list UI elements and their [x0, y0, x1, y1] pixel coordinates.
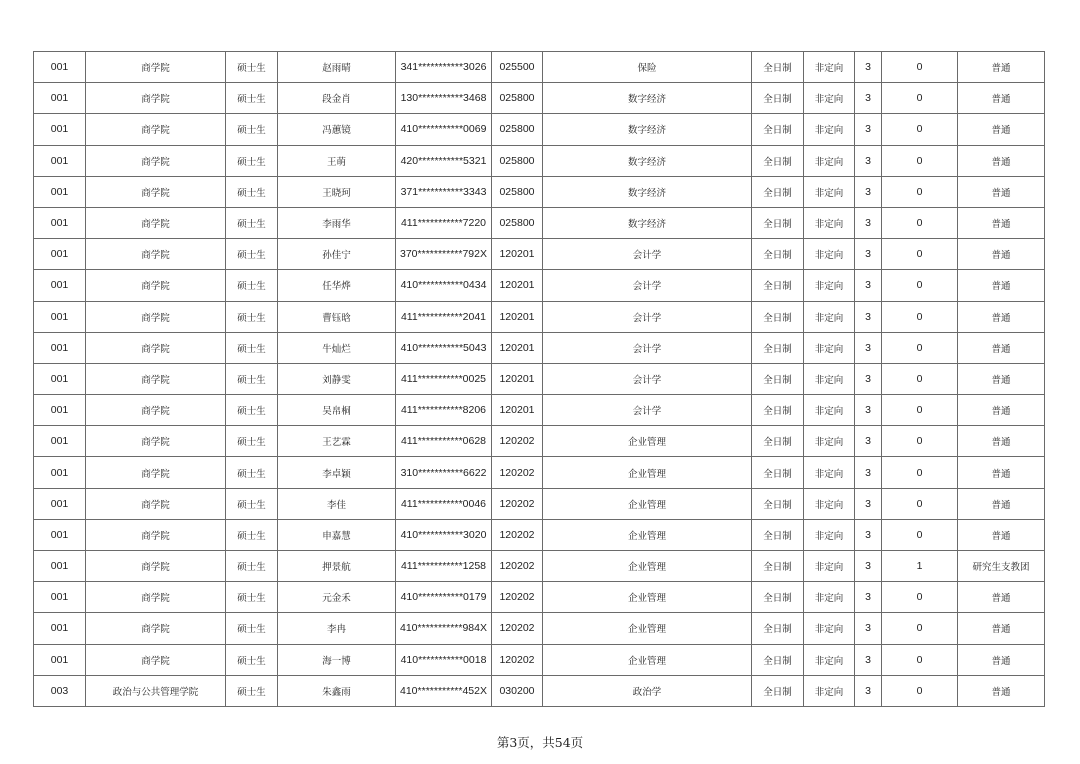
- orientation-cell: 非定向: [804, 613, 855, 644]
- id-number-cell: 410***********452X: [396, 675, 492, 706]
- college-cell: 商学院: [86, 644, 226, 675]
- table-row: [34, 114, 1045, 145]
- degree-level-cell: 硕士生: [226, 270, 278, 301]
- college-cell: 商学院: [86, 52, 226, 83]
- study-mode-cell: 全日制: [752, 332, 804, 363]
- study-mode-cell: 全日制: [752, 613, 804, 644]
- student-name-cell: 王晓珂: [278, 176, 396, 207]
- flag-cell: 0: [882, 644, 958, 675]
- flag-cell: 0: [882, 675, 958, 706]
- category-cell: 普通: [958, 363, 1045, 394]
- student-name-cell: 李卓颖: [278, 457, 396, 488]
- student-name-cell: 冯蕙镜: [278, 114, 396, 145]
- degree-level-cell: 硕士生: [226, 519, 278, 550]
- study-mode-cell: 全日制: [752, 675, 804, 706]
- major-name-cell: 会计学: [543, 395, 752, 426]
- major-name-cell: 数字经济: [543, 83, 752, 114]
- degree-level-cell: 硕士生: [226, 644, 278, 675]
- unit-code-cell: 001: [34, 145, 86, 176]
- major-name-cell: 企业管理: [543, 519, 752, 550]
- study-mode-cell: 全日制: [752, 519, 804, 550]
- orientation-cell: 非定向: [804, 114, 855, 145]
- study-mode-cell: 全日制: [752, 582, 804, 613]
- major-code-cell: 120202: [492, 426, 543, 457]
- duration-cell: 3: [855, 332, 882, 363]
- table-row: [34, 363, 1045, 394]
- orientation-cell: 非定向: [804, 488, 855, 519]
- student-name-cell: 海一博: [278, 644, 396, 675]
- major-name-cell: 数字经济: [543, 207, 752, 238]
- unit-code-cell: 001: [34, 239, 86, 270]
- college-cell: 商学院: [86, 83, 226, 114]
- major-code-cell: 120202: [492, 488, 543, 519]
- orientation-cell: 非定向: [804, 176, 855, 207]
- duration-cell: 3: [855, 551, 882, 582]
- duration-cell: 3: [855, 207, 882, 238]
- major-name-cell: 数字经济: [543, 145, 752, 176]
- flag-cell: 0: [882, 582, 958, 613]
- college-cell: 商学院: [86, 207, 226, 238]
- table-row: [34, 551, 1045, 582]
- duration-cell: 3: [855, 83, 882, 114]
- degree-level-cell: 硕士生: [226, 239, 278, 270]
- study-mode-cell: 全日制: [752, 83, 804, 114]
- category-cell: 研究生支教团: [958, 551, 1045, 582]
- college-cell: 商学院: [86, 582, 226, 613]
- major-name-cell: 会计学: [543, 363, 752, 394]
- orientation-cell: 非定向: [804, 395, 855, 426]
- student-name-cell: 李雨华: [278, 207, 396, 238]
- major-name-cell: 企业管理: [543, 644, 752, 675]
- category-cell: 普通: [958, 270, 1045, 301]
- major-code-cell: 025800: [492, 114, 543, 145]
- student-name-cell: 赵雨晴: [278, 52, 396, 83]
- duration-cell: 3: [855, 644, 882, 675]
- id-number-cell: 420***********5321: [396, 145, 492, 176]
- duration-cell: 3: [855, 176, 882, 207]
- major-code-cell: 025800: [492, 145, 543, 176]
- study-mode-cell: 全日制: [752, 239, 804, 270]
- orientation-cell: 非定向: [804, 457, 855, 488]
- student-name-cell: 段金肖: [278, 83, 396, 114]
- orientation-cell: 非定向: [804, 83, 855, 114]
- degree-level-cell: 硕士生: [226, 675, 278, 706]
- unit-code-cell: 001: [34, 207, 86, 238]
- student-name-cell: 李佳: [278, 488, 396, 519]
- study-mode-cell: 全日制: [752, 363, 804, 394]
- id-number-cell: 410***********5043: [396, 332, 492, 363]
- major-code-cell: 120201: [492, 395, 543, 426]
- major-code-cell: 120202: [492, 644, 543, 675]
- id-number-cell: 411***********0046: [396, 488, 492, 519]
- college-cell: 商学院: [86, 426, 226, 457]
- unit-code-cell: 001: [34, 332, 86, 363]
- student-name-cell: 牛灿烂: [278, 332, 396, 363]
- orientation-cell: 非定向: [804, 301, 855, 332]
- id-number-cell: 411***********7220: [396, 207, 492, 238]
- duration-cell: 3: [855, 457, 882, 488]
- flag-cell: 0: [882, 114, 958, 145]
- degree-level-cell: 硕士生: [226, 613, 278, 644]
- table-row: [34, 83, 1045, 114]
- college-cell: 商学院: [86, 519, 226, 550]
- study-mode-cell: 全日制: [752, 52, 804, 83]
- student-name-cell: 孙佳宁: [278, 239, 396, 270]
- college-cell: 商学院: [86, 457, 226, 488]
- table-row: [34, 52, 1045, 83]
- table-row: [34, 457, 1045, 488]
- category-cell: 普通: [958, 301, 1045, 332]
- orientation-cell: 非定向: [804, 145, 855, 176]
- unit-code-cell: 001: [34, 301, 86, 332]
- orientation-cell: 非定向: [804, 270, 855, 301]
- id-number-cell: 410***********0434: [396, 270, 492, 301]
- major-name-cell: 保险: [543, 52, 752, 83]
- orientation-cell: 非定向: [804, 239, 855, 270]
- unit-code-cell: 001: [34, 488, 86, 519]
- major-name-cell: 会计学: [543, 301, 752, 332]
- duration-cell: 3: [855, 675, 882, 706]
- major-name-cell: 企业管理: [543, 613, 752, 644]
- study-mode-cell: 全日制: [752, 145, 804, 176]
- college-cell: 政治与公共管理学院: [86, 675, 226, 706]
- table-row: [34, 519, 1045, 550]
- category-cell: 普通: [958, 395, 1045, 426]
- unit-code-cell: 001: [34, 363, 86, 394]
- flag-cell: 0: [882, 488, 958, 519]
- unit-code-cell: 003: [34, 675, 86, 706]
- category-cell: 普通: [958, 114, 1045, 145]
- student-name-cell: 曹钰晗: [278, 301, 396, 332]
- duration-cell: 3: [855, 613, 882, 644]
- duration-cell: 3: [855, 395, 882, 426]
- major-code-cell: 025800: [492, 176, 543, 207]
- study-mode-cell: 全日制: [752, 426, 804, 457]
- college-cell: 商学院: [86, 270, 226, 301]
- category-cell: 普通: [958, 582, 1045, 613]
- student-name-cell: 吴帛桐: [278, 395, 396, 426]
- study-mode-cell: 全日制: [752, 551, 804, 582]
- orientation-cell: 非定向: [804, 519, 855, 550]
- orientation-cell: 非定向: [804, 582, 855, 613]
- flag-cell: 0: [882, 395, 958, 426]
- table-row: [34, 270, 1045, 301]
- major-code-cell: 120202: [492, 613, 543, 644]
- major-name-cell: 数字经济: [543, 176, 752, 207]
- flag-cell: 0: [882, 145, 958, 176]
- major-code-cell: 120202: [492, 551, 543, 582]
- flag-cell: 0: [882, 207, 958, 238]
- major-name-cell: 企业管理: [543, 551, 752, 582]
- major-code-cell: 120201: [492, 239, 543, 270]
- category-cell: 普通: [958, 83, 1045, 114]
- student-name-cell: 押景航: [278, 551, 396, 582]
- table-row: [34, 301, 1045, 332]
- id-number-cell: 411***********0025: [396, 363, 492, 394]
- student-name-cell: 王萌: [278, 145, 396, 176]
- table-row: [34, 582, 1045, 613]
- id-number-cell: 410***********0018: [396, 644, 492, 675]
- unit-code-cell: 001: [34, 83, 86, 114]
- table-row: [34, 332, 1045, 363]
- id-number-cell: 370***********792X: [396, 239, 492, 270]
- major-name-cell: 企业管理: [543, 488, 752, 519]
- orientation-cell: 非定向: [804, 551, 855, 582]
- admission-list-table: [33, 51, 1045, 707]
- id-number-cell: 411***********8206: [396, 395, 492, 426]
- flag-cell: 0: [882, 83, 958, 114]
- table-row: [34, 675, 1045, 706]
- category-cell: 普通: [958, 332, 1045, 363]
- orientation-cell: 非定向: [804, 332, 855, 363]
- major-name-cell: 企业管理: [543, 582, 752, 613]
- table-row: [34, 644, 1045, 675]
- degree-level-cell: 硕士生: [226, 176, 278, 207]
- degree-level-cell: 硕士生: [226, 332, 278, 363]
- study-mode-cell: 全日制: [752, 270, 804, 301]
- orientation-cell: 非定向: [804, 426, 855, 457]
- category-cell: 普通: [958, 675, 1045, 706]
- id-number-cell: 410***********3020: [396, 519, 492, 550]
- category-cell: 普通: [958, 145, 1045, 176]
- unit-code-cell: 001: [34, 176, 86, 207]
- major-code-cell: 025800: [492, 83, 543, 114]
- category-cell: 普通: [958, 644, 1045, 675]
- degree-level-cell: 硕士生: [226, 207, 278, 238]
- category-cell: 普通: [958, 488, 1045, 519]
- flag-cell: 0: [882, 52, 958, 83]
- degree-level-cell: 硕士生: [226, 551, 278, 582]
- college-cell: 商学院: [86, 239, 226, 270]
- unit-code-cell: 001: [34, 52, 86, 83]
- flag-cell: 0: [882, 239, 958, 270]
- college-cell: 商学院: [86, 176, 226, 207]
- degree-level-cell: 硕士生: [226, 301, 278, 332]
- student-name-cell: 申嘉慧: [278, 519, 396, 550]
- table-row: [34, 488, 1045, 519]
- table-row: [34, 145, 1045, 176]
- study-mode-cell: 全日制: [752, 395, 804, 426]
- id-number-cell: 410***********0179: [396, 582, 492, 613]
- id-number-cell: 410***********0069: [396, 114, 492, 145]
- college-cell: 商学院: [86, 363, 226, 394]
- college-cell: 商学院: [86, 613, 226, 644]
- major-code-cell: 120201: [492, 270, 543, 301]
- page-number: 第3页，共54页: [496, 735, 584, 750]
- flag-cell: 1: [882, 551, 958, 582]
- unit-code-cell: 001: [34, 395, 86, 426]
- unit-code-cell: 001: [34, 114, 86, 145]
- college-cell: 商学院: [86, 332, 226, 363]
- id-number-cell: 411***********1258: [396, 551, 492, 582]
- degree-level-cell: 硕士生: [226, 145, 278, 176]
- student-name-cell: 元金禾: [278, 582, 396, 613]
- category-cell: 普通: [958, 207, 1045, 238]
- unit-code-cell: 001: [34, 551, 86, 582]
- table-body: [34, 52, 1045, 707]
- table-row: [34, 239, 1045, 270]
- major-name-cell: 企业管理: [543, 457, 752, 488]
- college-cell: 商学院: [86, 301, 226, 332]
- duration-cell: 3: [855, 301, 882, 332]
- orientation-cell: 非定向: [804, 207, 855, 238]
- major-code-cell: 120201: [492, 363, 543, 394]
- flag-cell: 0: [882, 426, 958, 457]
- id-number-cell: 410***********984X: [396, 613, 492, 644]
- unit-code-cell: 001: [34, 270, 86, 301]
- flag-cell: 0: [882, 176, 958, 207]
- orientation-cell: 非定向: [804, 675, 855, 706]
- college-cell: 商学院: [86, 114, 226, 145]
- degree-level-cell: 硕士生: [226, 426, 278, 457]
- major-name-cell: 会计学: [543, 332, 752, 363]
- unit-code-cell: 001: [34, 582, 86, 613]
- unit-code-cell: 001: [34, 613, 86, 644]
- category-cell: 普通: [958, 52, 1045, 83]
- unit-code-cell: 001: [34, 519, 86, 550]
- id-number-cell: 411***********0628: [396, 426, 492, 457]
- duration-cell: 3: [855, 488, 882, 519]
- category-cell: 普通: [958, 426, 1045, 457]
- orientation-cell: 非定向: [804, 644, 855, 675]
- flag-cell: 0: [882, 613, 958, 644]
- major-code-cell: 120201: [492, 332, 543, 363]
- id-number-cell: 371***********3343: [396, 176, 492, 207]
- flag-cell: 0: [882, 457, 958, 488]
- duration-cell: 3: [855, 363, 882, 394]
- id-number-cell: 130***********3468: [396, 83, 492, 114]
- flag-cell: 0: [882, 332, 958, 363]
- unit-code-cell: 001: [34, 457, 86, 488]
- student-name-cell: 李冉: [278, 613, 396, 644]
- major-code-cell: 030200: [492, 675, 543, 706]
- duration-cell: 3: [855, 426, 882, 457]
- study-mode-cell: 全日制: [752, 488, 804, 519]
- duration-cell: 3: [855, 270, 882, 301]
- duration-cell: 3: [855, 145, 882, 176]
- study-mode-cell: 全日制: [752, 644, 804, 675]
- degree-level-cell: 硕士生: [226, 363, 278, 394]
- major-name-cell: 会计学: [543, 239, 752, 270]
- student-name-cell: 王艺霖: [278, 426, 396, 457]
- study-mode-cell: 全日制: [752, 301, 804, 332]
- category-cell: 普通: [958, 176, 1045, 207]
- degree-level-cell: 硕士生: [226, 52, 278, 83]
- orientation-cell: 非定向: [804, 363, 855, 394]
- flag-cell: 0: [882, 301, 958, 332]
- degree-level-cell: 硕士生: [226, 114, 278, 145]
- unit-code-cell: 001: [34, 426, 86, 457]
- table-row: [34, 613, 1045, 644]
- category-cell: 普通: [958, 613, 1045, 644]
- duration-cell: 3: [855, 114, 882, 145]
- study-mode-cell: 全日制: [752, 176, 804, 207]
- study-mode-cell: 全日制: [752, 207, 804, 238]
- table-row: [34, 426, 1045, 457]
- college-cell: 商学院: [86, 395, 226, 426]
- degree-level-cell: 硕士生: [226, 83, 278, 114]
- id-number-cell: 411***********2041: [396, 301, 492, 332]
- table-row: [34, 395, 1045, 426]
- major-code-cell: 025800: [492, 207, 543, 238]
- student-name-cell: 刘静雯: [278, 363, 396, 394]
- study-mode-cell: 全日制: [752, 457, 804, 488]
- category-cell: 普通: [958, 239, 1045, 270]
- major-name-cell: 政治学: [543, 675, 752, 706]
- duration-cell: 3: [855, 239, 882, 270]
- major-code-cell: 120201: [492, 301, 543, 332]
- degree-level-cell: 硕士生: [226, 488, 278, 519]
- duration-cell: 3: [855, 519, 882, 550]
- major-code-cell: 025500: [492, 52, 543, 83]
- major-name-cell: 企业管理: [543, 426, 752, 457]
- degree-level-cell: 硕士生: [226, 457, 278, 488]
- study-mode-cell: 全日制: [752, 114, 804, 145]
- college-cell: 商学院: [86, 145, 226, 176]
- major-name-cell: 数字经济: [543, 114, 752, 145]
- duration-cell: 3: [855, 52, 882, 83]
- college-cell: 商学院: [86, 551, 226, 582]
- major-code-cell: 120202: [492, 457, 543, 488]
- college-cell: 商学院: [86, 488, 226, 519]
- unit-code-cell: 001: [34, 644, 86, 675]
- major-code-cell: 120202: [492, 519, 543, 550]
- degree-level-cell: 硕士生: [226, 395, 278, 426]
- major-name-cell: 会计学: [543, 270, 752, 301]
- id-number-cell: 341***********3026: [396, 52, 492, 83]
- table-row: [34, 207, 1045, 238]
- table-row: [34, 176, 1045, 207]
- degree-level-cell: 硕士生: [226, 582, 278, 613]
- id-number-cell: 310***********6622: [396, 457, 492, 488]
- category-cell: 普通: [958, 519, 1045, 550]
- category-cell: 普通: [958, 457, 1045, 488]
- orientation-cell: 非定向: [804, 52, 855, 83]
- flag-cell: 0: [882, 270, 958, 301]
- flag-cell: 0: [882, 363, 958, 394]
- major-code-cell: 120202: [492, 582, 543, 613]
- student-name-cell: 任华烨: [278, 270, 396, 301]
- duration-cell: 3: [855, 582, 882, 613]
- student-name-cell: 朱鑫雨: [278, 675, 396, 706]
- flag-cell: 0: [882, 519, 958, 550]
